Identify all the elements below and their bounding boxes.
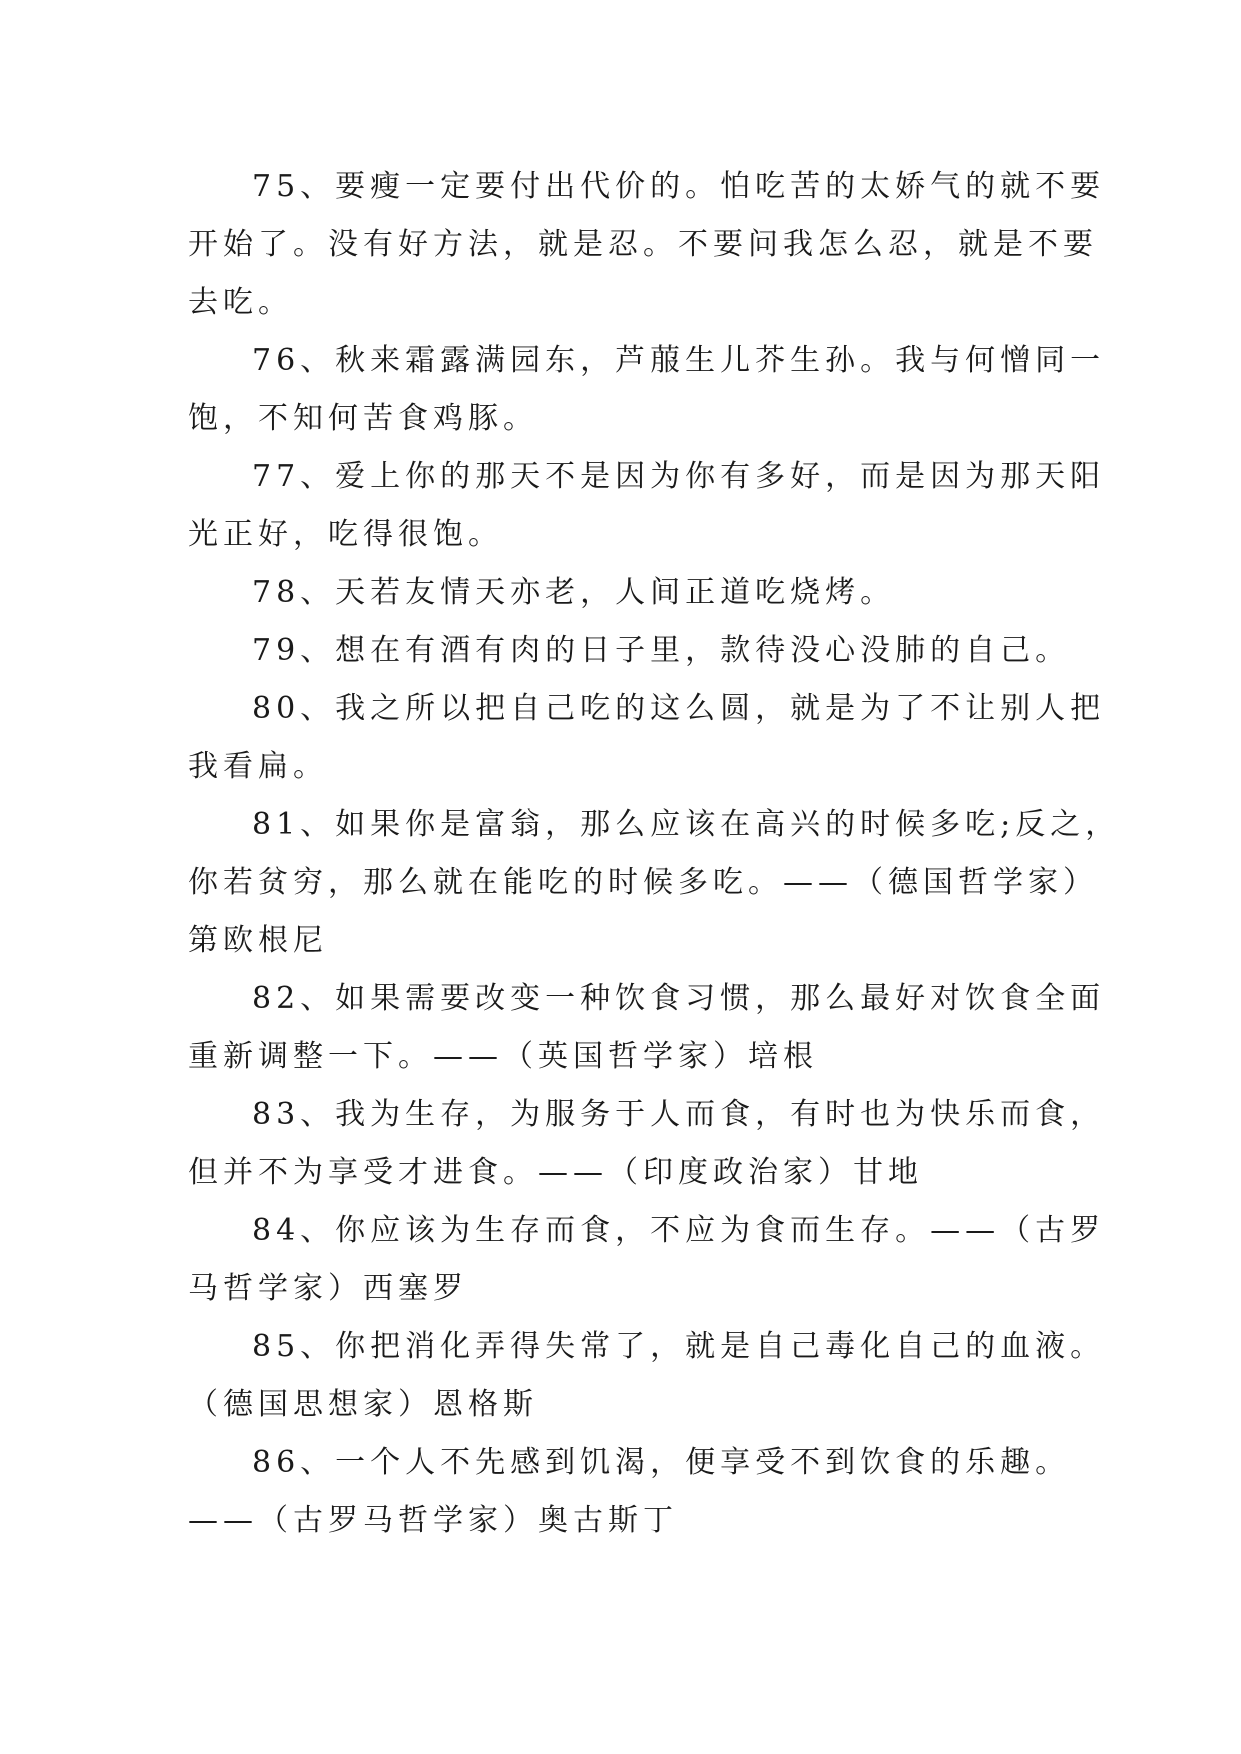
paragraph-line: 81、如果你是富翁，那么应该在高兴的时候多吃;反之， xyxy=(252,807,1121,842)
paragraph xyxy=(188,1202,1106,1318)
paragraph xyxy=(188,1086,1106,1202)
paragraph xyxy=(188,564,1068,622)
paragraph xyxy=(188,448,1106,564)
paragraph-line: 86、一个人不先感到饥渴，便享受不到饮食的乐趣。 xyxy=(252,1445,1071,1480)
paragraph-line: 82、如果需要改变一种饮食习惯，那么最好对饮食全面 xyxy=(252,981,1106,1016)
paragraph-line: 84、你应该为生存而食，不应为食而生存。——（古罗 xyxy=(252,1213,1106,1248)
paragraph-line: 85、你把消化弄得失常了，就是自己毒化自己的血液。 xyxy=(252,1329,1106,1364)
paragraph-line: 第欧根尼 xyxy=(188,923,328,958)
paragraph xyxy=(188,622,1071,680)
paragraph-line: 你若贫穷，那么就在能吃的时候多吃。——（德国哲学家） xyxy=(188,865,1098,900)
paragraph-line: 77、爱上你的那天不是因为你有多好，而是因为那天阳 xyxy=(252,459,1106,494)
paragraph-line: 75、要瘦一定要付出代价的。怕吃苦的太娇气的就不要 xyxy=(252,169,1106,204)
paragraph-line: 饱，不知何苦食鸡豚。 xyxy=(188,401,538,436)
paragraph-line: 光正好，吃得很饱。 xyxy=(188,517,503,552)
paragraph-line: 马哲学家）西塞罗 xyxy=(188,1271,468,1306)
paragraph-line: 但并不为享受才进食。——（印度政治家）甘地 xyxy=(188,1155,923,1190)
paragraph xyxy=(188,1318,1106,1434)
paragraph xyxy=(188,332,1106,448)
paragraph-line: （德国思想家）恩格斯 xyxy=(188,1387,538,1422)
paragraph-line: 76、秋来霜露满园东，芦菔生儿芥生孙。我与何憎同一 xyxy=(252,343,1106,378)
paragraph-line: 我看扁。 xyxy=(188,749,328,784)
paragraph-line: 83、我为生存，为服务于人而食，有时也为快乐而食， xyxy=(252,1097,1106,1132)
paragraph xyxy=(188,796,1121,970)
paragraph-line: 去吃。 xyxy=(188,285,293,320)
paragraph-line: 80、我之所以把自己吃的这么圆，就是为了不让别人把 xyxy=(252,691,1106,726)
document-body xyxy=(188,158,1121,1550)
paragraph-line: 79、想在有酒有肉的日子里，款待没心没肺的自己。 xyxy=(252,633,1071,668)
paragraph xyxy=(188,158,1106,332)
paragraph-line: 重新调整一下。——（英国哲学家）培根 xyxy=(188,1039,818,1074)
paragraph-line: 78、天若友情天亦老，人间正道吃烧烤。 xyxy=(252,575,896,610)
paragraph xyxy=(188,680,1106,796)
paragraph xyxy=(188,970,1106,1086)
paragraph-line: 开始了。没有好方法，就是忍。不要问我怎么忍，就是不要 xyxy=(188,227,1098,262)
paragraph-line: ——（古罗马哲学家）奥古斯丁 xyxy=(188,1503,678,1538)
paragraph xyxy=(188,1434,1071,1550)
